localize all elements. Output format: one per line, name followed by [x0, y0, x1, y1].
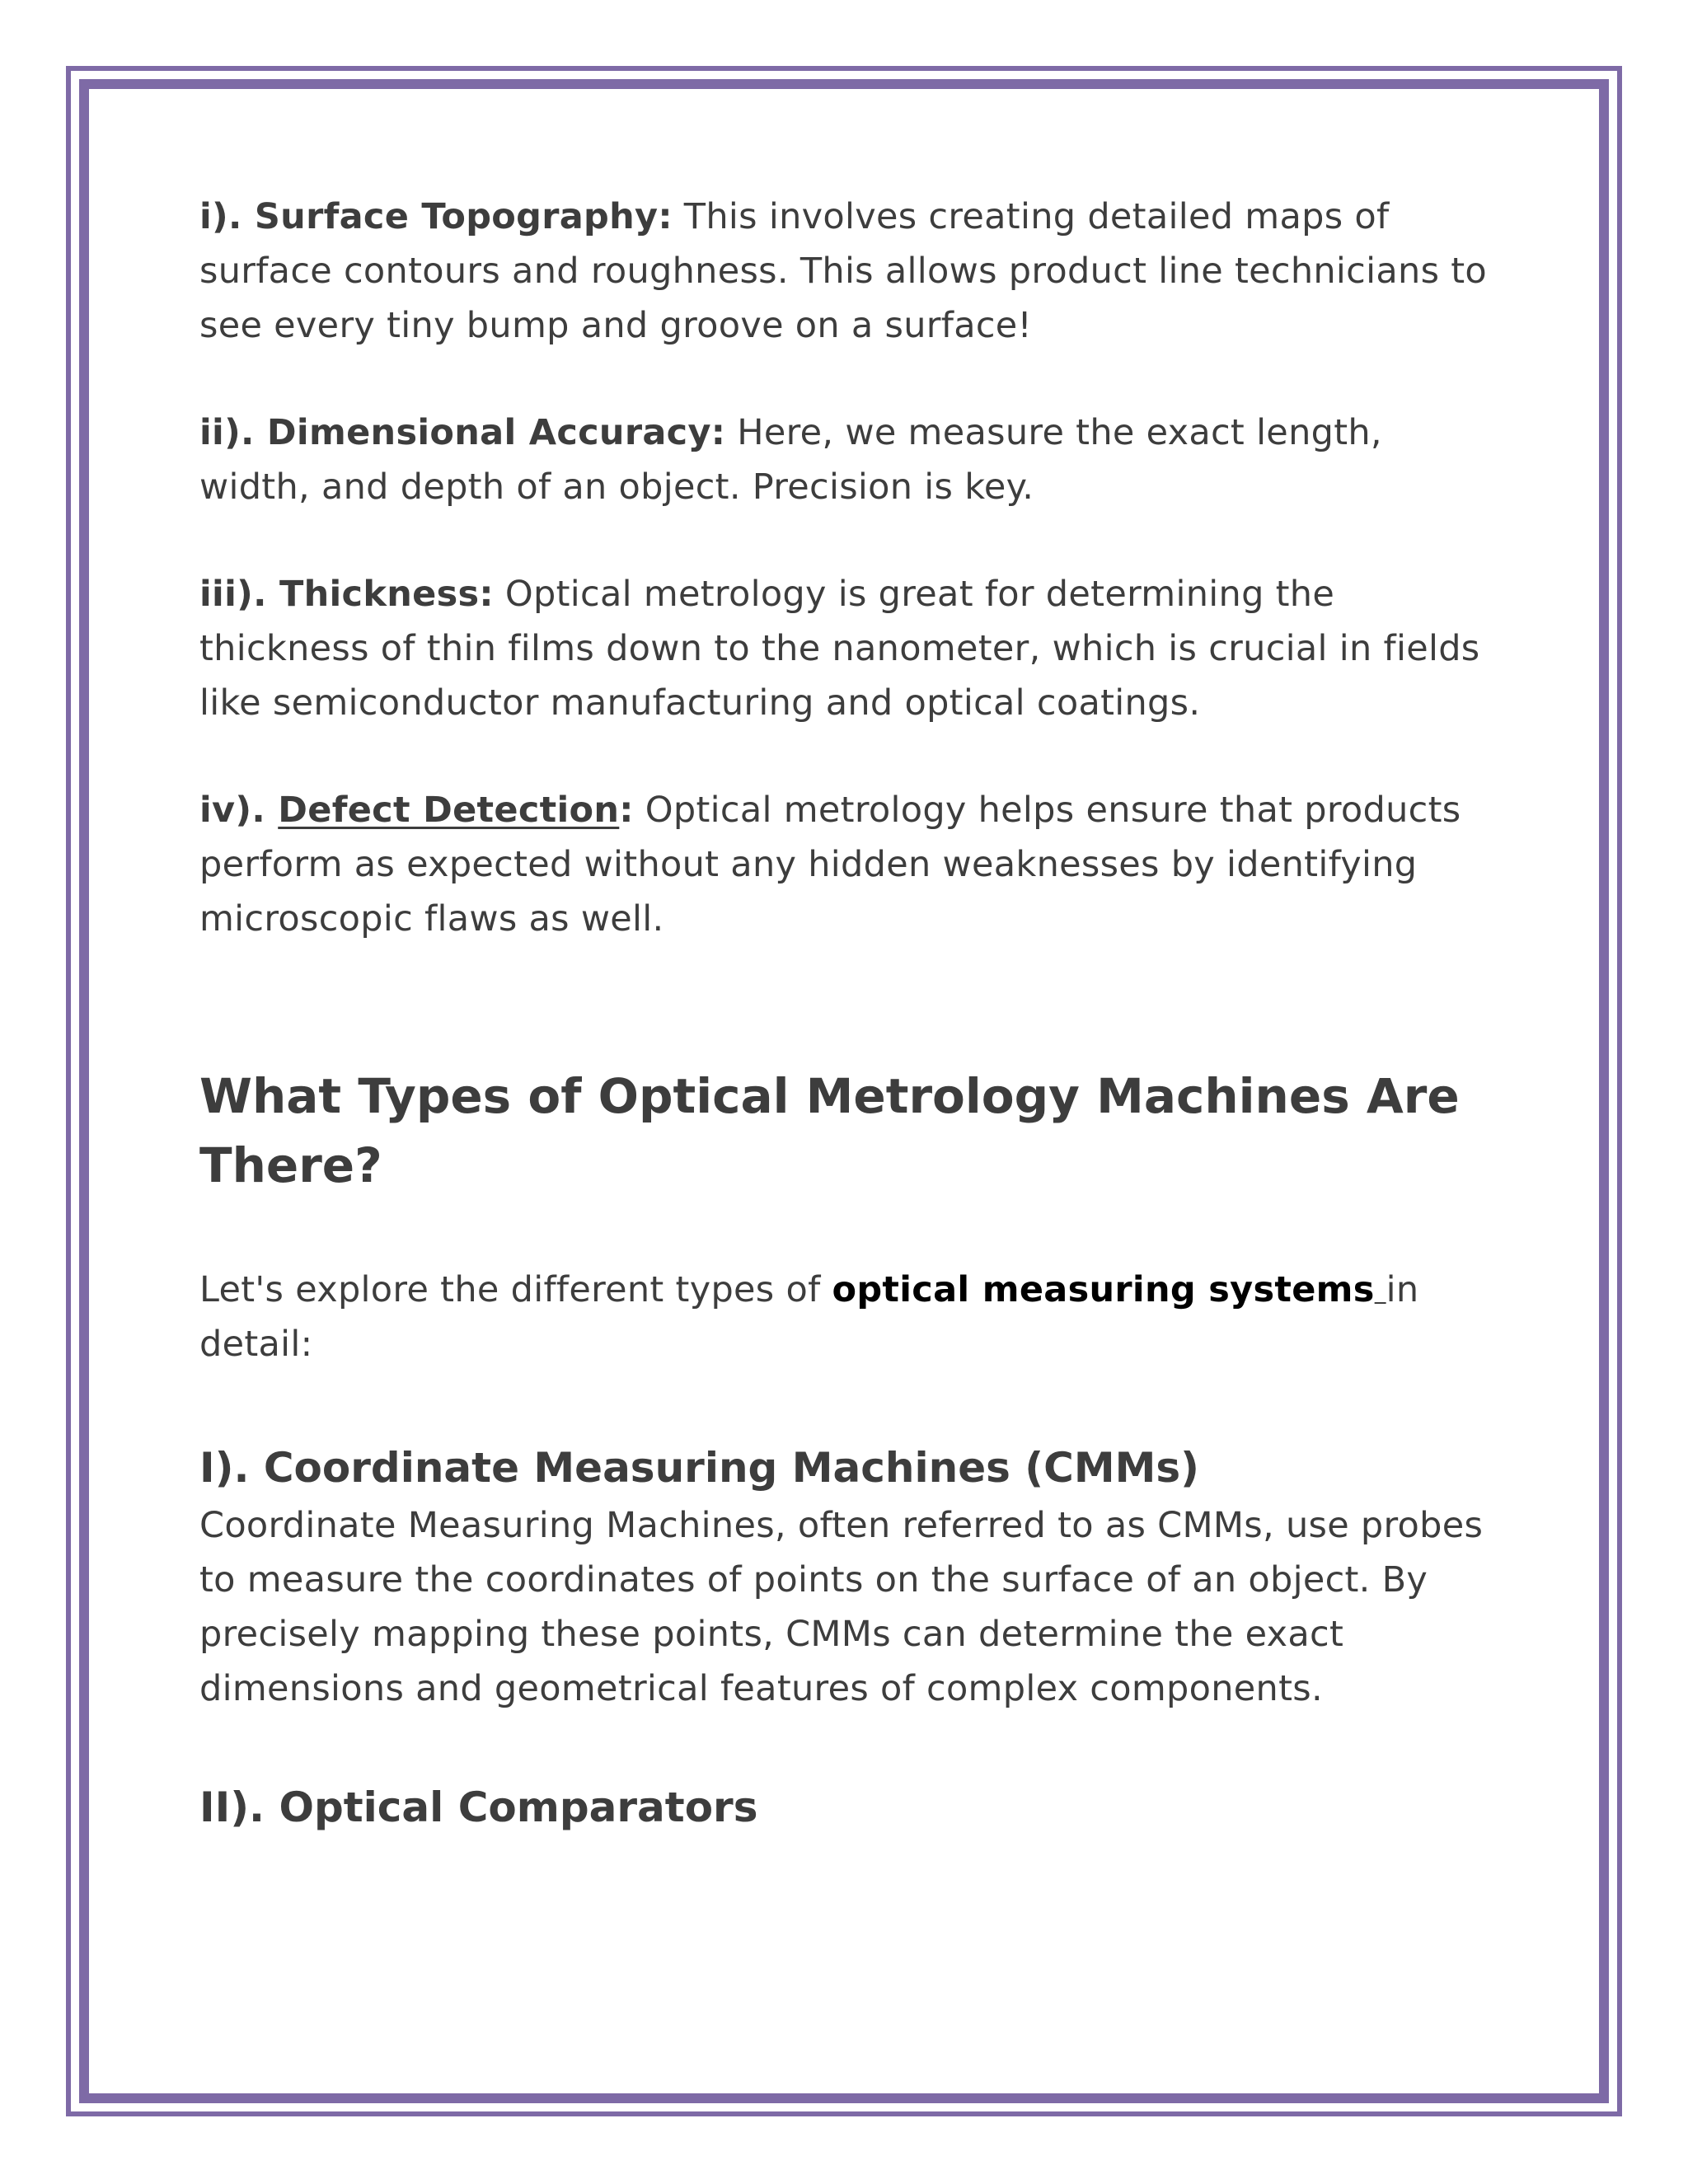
item-text: Optical metrology is great for determining the thickness of thin films down to the nanometer, which is crucial in fields like semiconductor manufacturing and optical coatings. — [199, 574, 1480, 724]
item-text: Optical metrology helps ensure that products perform as expected without any hidden weaknesses by identifying microscopic flaws as well. — [199, 790, 1461, 940]
item-label: iii). Thickness: — [199, 574, 494, 615]
subsection-heading-cmms: I). Coordinate Measuring Machines (CMMs) — [199, 1444, 1199, 1492]
item-label: i). Surface Topography: — [199, 196, 673, 237]
item-text: This involves creating detailed maps of surface contours and roughness. This allows product line technicians to see every tiny bump and groove on a surface! — [199, 196, 1488, 346]
section-heading: What Types of Optical Metrology Machines Are There? — [199, 1068, 1460, 1193]
intro-text-before: Let's explore the different types of — [199, 1269, 832, 1310]
list-item-dimensional-accuracy — [199, 405, 1502, 514]
list-item-thickness — [199, 567, 1502, 730]
subsection-body-cmms: Coordinate Measuring Machines, often referred to as CMMs, use probes to measure the coordinates of points on the surface of an object. By precisely mapping these points, CMMs can determine the exact dimensions and geometrical features of complex components. — [199, 1505, 1484, 1709]
link-trailing-space — [1375, 1269, 1386, 1310]
item-text: Here, we measure the exact length, width, and depth of an object. Precision is key. — [199, 412, 1382, 508]
list-item-defect-detection — [199, 783, 1502, 946]
optical-measuring-systems-link[interactable]: optical measuring systems — [832, 1269, 1375, 1310]
item-label-suffix: : — [619, 790, 634, 831]
item-label-prefix: iv). — [199, 790, 279, 831]
item-label: ii). Dimensional Accuracy: — [199, 412, 726, 453]
document-content — [199, 190, 1502, 1835]
defect-detection-link[interactable]: Defect Detection — [278, 790, 620, 831]
intro-text-after: in detail: — [199, 1269, 1419, 1365]
list-item-surface-topography — [199, 190, 1502, 353]
subsection-heading-optical-comparators: II). Optical Comparators — [199, 1783, 758, 1831]
item-label — [199, 790, 634, 831]
intro-paragraph — [199, 1263, 1502, 1371]
